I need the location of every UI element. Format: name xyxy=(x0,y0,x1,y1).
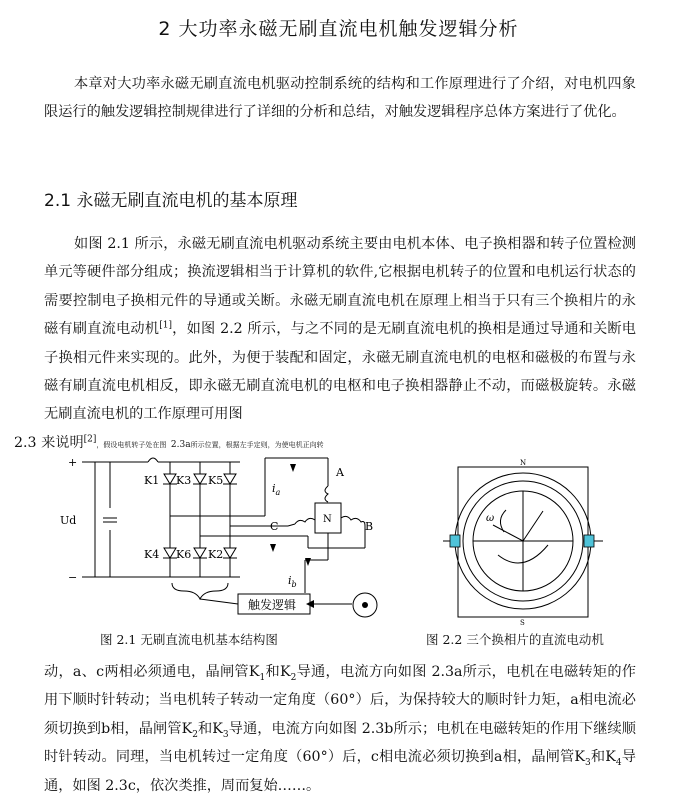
fig2-omega: ω xyxy=(486,513,495,524)
fig1-ia: $i_a$ xyxy=(272,482,281,497)
intro-paragraph: 本章对大功率永磁无刷直流电机驱动控制系统的结构和工作原理进行了介绍，对电机四象限运行的触发逻辑控制规律进行了详细的分析和总结，对触发逻辑程序总体方案进行了优化。 xyxy=(44,76,636,121)
citation-2: [2] xyxy=(83,434,97,445)
para-segment: 和K xyxy=(265,664,291,680)
fig1-ib: $i_b$ xyxy=(288,574,297,589)
small-text-1: ，假设电机转子处在图 xyxy=(96,440,167,449)
fig1-k4: K4 xyxy=(144,548,160,561)
section-heading: 2.1 永磁无刷直流电机的基本原理 xyxy=(44,191,298,211)
subscript: 3 xyxy=(585,758,591,769)
para-segment: 动，a、c两相必须通电，晶闸管K xyxy=(44,664,260,680)
caption-fig-2-1: 图 2.1 无刷直流电机基本结构图 xyxy=(100,632,278,647)
fig1-k6: K6 xyxy=(176,548,192,561)
fig1-minus: − xyxy=(68,571,78,584)
fig1-phase-a: A xyxy=(336,466,344,479)
fig1-k1: K1 xyxy=(144,474,160,487)
figure-2-2-motor xyxy=(438,455,608,625)
para-segment: 导通，电流方向如图 2.3a所示，电机在电磁转矩的作用下顺时针转动；当电机转子转动一定角度（60°）后，为保持较大的顺时针力矩，a相电流必须切换到b相，晶闸管K xyxy=(44,664,636,737)
fig1-ud: Ud xyxy=(60,514,77,527)
citation-1: [1] xyxy=(159,320,172,331)
fig2-s: S xyxy=(520,619,525,625)
small-text-2: 2.3a xyxy=(170,439,191,450)
para-segment: 和K xyxy=(590,749,616,766)
continuation-paragraph xyxy=(44,658,636,800)
fig1-k3: K3 xyxy=(176,474,192,487)
fig1-k2: K2 xyxy=(208,548,224,561)
chapter-heading: 2 大功率永磁无刷直流电机触发逻辑分析 xyxy=(158,18,519,40)
fig1-rotor-n: N xyxy=(323,514,332,525)
subscript: 4 xyxy=(615,758,622,769)
fig1-k5: K5 xyxy=(208,474,224,487)
fig1-phase-c: C xyxy=(270,520,279,533)
para-segment: 导通，如图 2.3c，依次类推，周而复始……。 xyxy=(44,749,636,794)
body-paragraph xyxy=(14,230,636,459)
caption-fig-2-2: 图 2.2 三个换相片的直流电动机 xyxy=(426,632,604,647)
fig1-logic-label: 触发逻辑 xyxy=(248,598,297,612)
figure-2-1-circuit xyxy=(60,448,390,623)
fig1-plus: + xyxy=(68,456,78,469)
subscript: 3 xyxy=(222,729,229,740)
para-text-c: 2.3 来说明 xyxy=(14,434,84,451)
para-text-a: 如图 2.1 所示，永磁无刷直流电机驱动系统主要由电机本体、电子换相器和转子位置检测单元等硬件部分组成；换流逻辑相当于计算机的软件,它根据电机转子的位置和电机运行状态的需要控制电子换相元件的导通或关断。永磁无刷直流电机在原理上相当于只有三个换相片的永磁有刷直流电动机 xyxy=(44,236,636,338)
subscript: 2 xyxy=(192,729,198,740)
para-segment: 和K xyxy=(197,720,223,737)
subscript: 1 xyxy=(259,672,266,683)
subscript: 2 xyxy=(290,672,297,683)
small-text-3: 所示位置，根据左手定则，为使电机正向转 xyxy=(190,440,324,449)
fig2-n: N xyxy=(520,459,527,467)
para-segment: 导通，电流方向如图 2.3b所示；电机在电磁转矩的作用下继续顺时针转动。同理，当电机转过一定角度（60°）后，c相电流必须切换到a相，晶闸管K xyxy=(44,720,636,766)
para-text-b: ，如图 2.2 所示，与之不同的是无刷直流电机的换相是通过导通和关断电子换相元件来实现的。此外，为便于装配和固定，永磁无刷直流电机的电枢和磁极的布置与永磁有刷直流电机相反，即永磁无刷直流电机的电枢和电子换相器静止不动，而磁极旋转。永磁无刷直流电机的工作原理可用图 xyxy=(44,321,636,423)
fig1-phase-b: B xyxy=(365,520,374,533)
